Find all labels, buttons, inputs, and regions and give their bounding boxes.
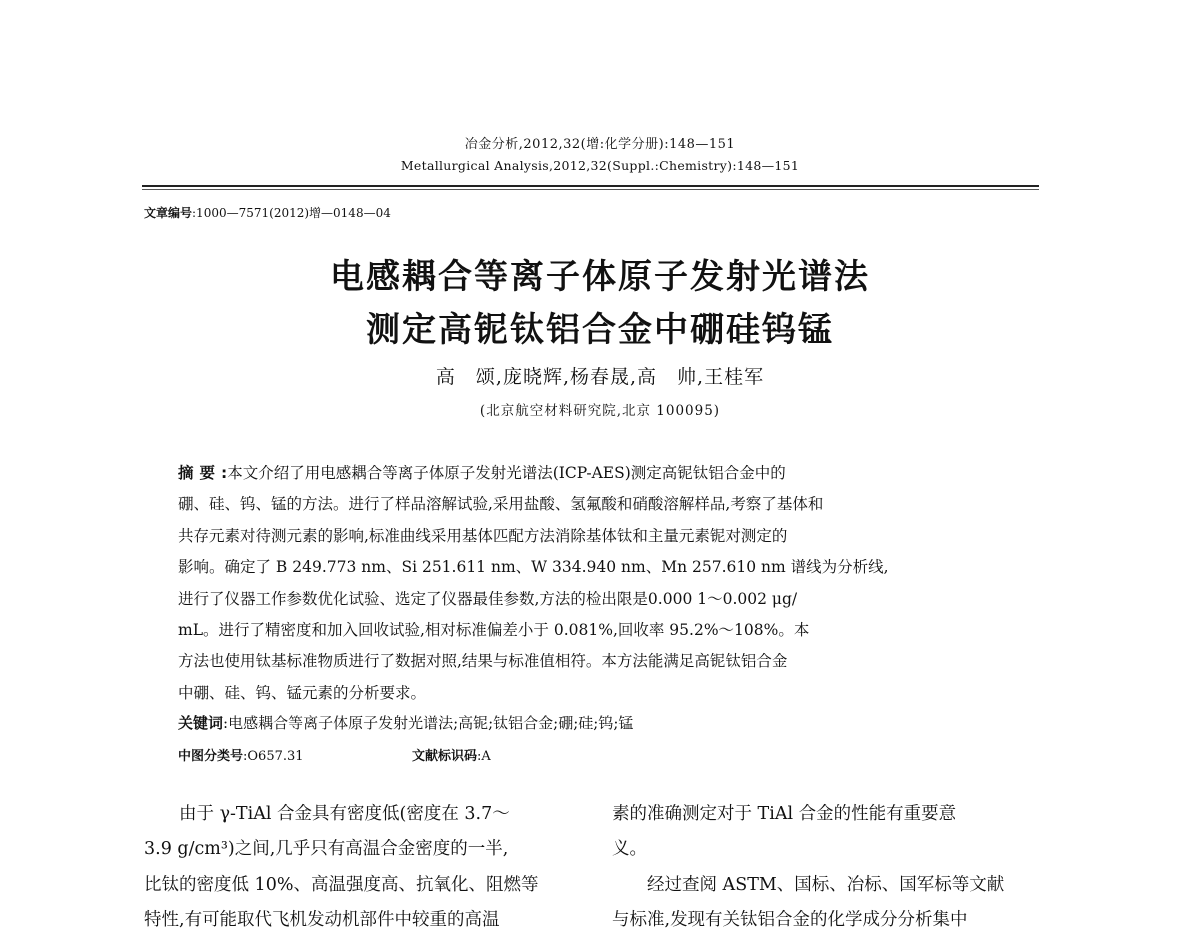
abstract xyxy=(178,458,1004,709)
abstract-line: 影响。确定了 B 249.773 nm、Si 251.611 nm、W 334.940 nm、Mn 257.610 nm 谱线为分析线, xyxy=(178,558,889,577)
clc-number xyxy=(178,745,304,764)
authors: 高 颂,庞晓辉,杨春晟,高 帅,王桂军 xyxy=(435,366,765,388)
page-title-line-1: 电感耦合等离子体原子发射光谱法 xyxy=(330,257,870,297)
body-column-right xyxy=(612,797,1040,938)
abstract-colon: : xyxy=(221,464,228,482)
body-line: 经过查阅 ASTM、国标、冶标、国军标等文献 xyxy=(647,874,1005,895)
body-line: 素的准确测定对于 TiAl 合金的性能有重要意 xyxy=(612,804,957,824)
keywords-label: 关键词 xyxy=(178,714,224,732)
abstract-line: 硼、硅、钨、锰的方法。进行了样品溶解试验,采用盐酸、氢氟酸和硝酸溶解样品,考察了基体和 xyxy=(178,495,824,514)
abstract-line: 方法也使用钛基标准物质进行了数据对照,结果与标准值相符。本方法能满足高铌钛铝合金 xyxy=(178,652,788,671)
abstract-line xyxy=(178,458,1004,489)
clc-label: 中图分类号 xyxy=(178,749,244,764)
article-number-value: :1000—7571(2012)增—0148—04 xyxy=(192,206,391,220)
page-title-line-2: 测定高铌钛铝合金中硼硅钨锰 xyxy=(366,310,834,350)
journal-header-english: Metallurgical Analysis,2012,32(Suppl.:Chemistry):148—151 xyxy=(400,158,800,173)
abstract-text: 本文介绍了用电感耦合等离子体原子发射光谱法(ICP-AES)测定高铌钛铝合金中的 xyxy=(227,464,786,482)
body-line: 义。 xyxy=(612,839,647,860)
abstract-line: 共存元素对待测元素的影响,标准曲线采用基体匹配方法消除基体钛和主量元素铌对测定的 xyxy=(178,526,788,545)
body-line: 比钛的密度低 10%、高温强度高、抗氧化、阻燃等 xyxy=(144,874,539,895)
article-number xyxy=(144,204,391,221)
keywords xyxy=(178,712,633,733)
abstract-line: mL。进行了精密度和加入回收试验,相对标准偏差小于 0.081%,回收率 95.2%～108%。本 xyxy=(178,621,810,640)
abstract-label: 摘要 xyxy=(178,464,222,482)
journal-header-chinese: 冶金分析,2012,32(增:化学分册):148—151 xyxy=(464,137,736,152)
abstract-line: 进行了仪器工作参数优化试验、选定了仪器最佳参数,方法的检出限是0.000 1～0.002 μg/ xyxy=(178,589,798,608)
affiliation: (北京航空材料研究院,北京 100095) xyxy=(479,403,721,419)
body-line: 3.9 g/cm³)之间,几乎只有高温合金密度的一半, xyxy=(144,839,509,860)
body-line: 特性,有可能取代飞机发动机部件中较重的高温 xyxy=(144,909,500,930)
body-line: 由于 γ-TiAl 合金具有密度低(密度在 3.7～ xyxy=(179,804,510,824)
doc-code-value: :A xyxy=(477,749,491,764)
article-number-label: 文章编号 xyxy=(144,206,193,220)
header-rule xyxy=(142,185,1039,187)
body-column-left xyxy=(144,797,572,938)
keywords-value: :电感耦合等离子体原子发射光谱法;高铌;钛铝合金;硼;硅;钨;锰 xyxy=(223,714,634,732)
document-code xyxy=(412,745,491,764)
header-rule-thin xyxy=(142,189,1039,190)
clc-value: :O657.31 xyxy=(243,749,304,764)
body-line: 与标准,发现有关钛铝合金的化学成分分析集中 xyxy=(612,909,968,930)
doc-code-label: 文献标识码 xyxy=(412,749,478,764)
abstract-line: 中硼、硅、钨、锰元素的分析要求。 xyxy=(178,683,427,702)
